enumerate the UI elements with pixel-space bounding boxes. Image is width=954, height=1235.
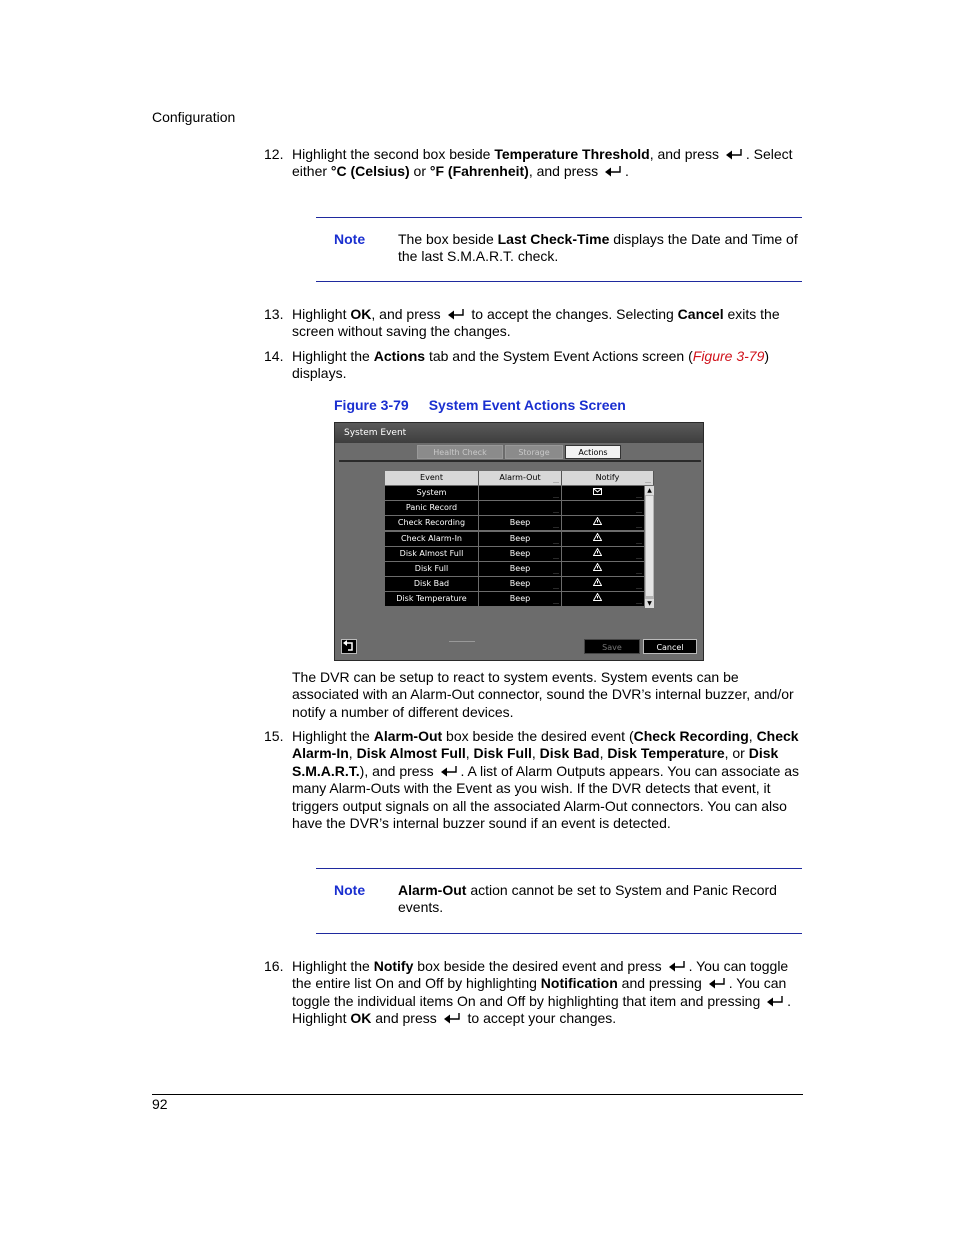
bold-run: °F (Fahrenheit) (429, 163, 529, 180)
text-run: displays the Date and Time of the last S.M.A.R.T. check. (398, 231, 798, 265)
enter-key-icon (766, 995, 785, 1007)
text-run: . Select either (292, 146, 793, 180)
ellipsis-icon: … (553, 538, 559, 546)
warning-icon (593, 516, 602, 530)
event-cell: Disk Almost Full (385, 547, 478, 561)
bold-run: Actions (373, 348, 426, 364)
table-row (385, 592, 655, 607)
step-text (292, 348, 804, 383)
text-run: to accept the changes. Selecting (467, 306, 678, 322)
text-run: . (624, 163, 629, 180)
text-run: . A list of Alarm Outputs appears. You can associate as many Alarm-Outs with the Event as you wish. If the DVR detects that event, it triggers output signals on all the associated Alarm-Out connectors. You can also have the DVR’s internal buzzer sound if an event is detected. (292, 762, 800, 832)
step-number: 13. (264, 306, 284, 322)
table-row (385, 501, 655, 516)
text-run: . You can toggle the entire list On and Off by highlighting (292, 958, 789, 992)
note-text (398, 882, 803, 917)
alarm-out-cell[interactable] (479, 532, 561, 546)
alarm-out-cell[interactable] (479, 486, 561, 500)
notify-cell[interactable] (562, 516, 644, 530)
alarm-out-value: Beep (509, 579, 531, 589)
tab-divider (339, 460, 701, 462)
table-row (385, 577, 655, 592)
step-14 (264, 348, 804, 383)
table-row (385, 486, 655, 501)
bold-run: Disk Bad (539, 745, 600, 762)
scroll-thumb[interactable] (646, 496, 653, 596)
enter-key-icon (725, 148, 744, 160)
table-row (385, 562, 655, 577)
text-run: , (348, 745, 357, 762)
warning-icon (593, 577, 602, 591)
ellipsis-icon: … (553, 493, 559, 500)
section-header: Configuration (152, 109, 236, 125)
text-run: to accept your changes. (463, 1010, 617, 1027)
text-run: , or (724, 745, 749, 762)
ellipsis-icon: … (636, 538, 642, 546)
text-run: , (465, 745, 474, 762)
event-cell: Disk Full (385, 562, 478, 576)
table-row (385, 532, 655, 547)
text-run: and pressing (617, 975, 706, 992)
column-header-alarm-out[interactable] (479, 471, 562, 485)
back-arrow-icon (342, 640, 356, 653)
note-label: Note (334, 882, 366, 898)
bold-run: Disk Temperature (607, 745, 725, 762)
window-title: System Event (344, 428, 407, 438)
header-label: Alarm-Out (499, 473, 541, 482)
warning-icon (593, 562, 602, 576)
figure-link[interactable]: Figure 3-79 (692, 348, 765, 364)
column-header-notify[interactable] (562, 471, 654, 485)
figure-title: System Event Actions Screen (428, 397, 626, 413)
ellipsis-icon: … (636, 599, 642, 607)
footer-rule (152, 1094, 803, 1095)
note-bottom-rule (316, 281, 802, 282)
text-run: , and press (649, 146, 723, 162)
bold-run: OK (350, 1010, 372, 1027)
notify-cell[interactable] (562, 547, 644, 561)
bold-run: Check Alarm-In (292, 728, 799, 762)
step-number: 16. (264, 958, 284, 974)
scroll-down-icon[interactable]: ▼ (645, 599, 654, 608)
figure-number: Figure 3-79 (334, 397, 409, 413)
bold-run: Temperature Threshold (494, 146, 650, 162)
text-run: tab and the System Event Actions screen ( (425, 348, 693, 364)
ellipsis-icon: … (553, 584, 559, 592)
step-number: 12. (264, 146, 284, 162)
event-cell: Check Alarm-In (385, 532, 478, 546)
bold-run: Disk Full (473, 745, 532, 762)
tab-actions[interactable]: Actions (565, 445, 621, 459)
text-run: box beside the desired event and press (413, 958, 666, 974)
ellipsis-icon: … (636, 553, 642, 561)
text-run: , (748, 728, 757, 744)
step-16 (264, 958, 804, 1028)
text-run: or (409, 163, 430, 180)
cancel-button[interactable]: Cancel (643, 639, 697, 654)
step-number: 14. (264, 348, 284, 364)
warning-icon (593, 532, 602, 546)
ellipsis-icon: … (636, 508, 642, 516)
notify-cell[interactable] (562, 486, 644, 500)
note-top-rule (316, 217, 802, 218)
step-12 (264, 146, 804, 181)
bold-run: Alarm-Out (398, 882, 467, 898)
text-run: The box beside (398, 231, 498, 247)
notify-cell[interactable] (562, 562, 644, 576)
notify-cell[interactable] (562, 592, 644, 606)
alarm-out-cell[interactable] (479, 516, 561, 530)
enter-key-icon (447, 308, 466, 320)
alarm-out-value: Beep (509, 533, 531, 543)
dvr-screenshot (334, 422, 704, 661)
text-run: ) displays. (292, 348, 770, 382)
ellipsis-icon: … (553, 599, 559, 607)
bold-run: Last Check-Time (497, 231, 610, 247)
tab-storage[interactable]: Storage (505, 445, 563, 459)
text-run: . You can toggle the individual items On and Off by highlighting that item and pressing (292, 975, 787, 1009)
text-run: Highlight the (292, 728, 374, 744)
bold-run: Disk Almost Full (356, 745, 466, 762)
table-row (385, 547, 655, 562)
tab-health-check[interactable]: Health Check (417, 445, 503, 459)
notify-cell[interactable] (562, 501, 644, 515)
back-button[interactable] (341, 639, 357, 654)
figure-caption (334, 397, 626, 413)
ellipsis-icon: … (553, 553, 559, 561)
bold-run: Notification (540, 975, 618, 992)
alarm-out-cell[interactable] (479, 547, 561, 561)
enter-key-icon (440, 765, 459, 777)
notify-cell[interactable] (562, 532, 644, 546)
bold-run: OK (350, 306, 372, 322)
event-cell: Panic Record (385, 501, 478, 515)
text-run: ), and press (359, 762, 438, 779)
step-number: 15. (264, 728, 284, 744)
text-run: , (531, 745, 540, 762)
enter-key-icon (668, 960, 687, 972)
save-button[interactable]: Save (584, 639, 640, 654)
enter-key-icon (604, 165, 623, 177)
enter-key-icon (708, 977, 727, 989)
step-text (292, 146, 804, 181)
event-cell: Check Recording (385, 516, 478, 530)
alarm-out-cell[interactable] (479, 577, 561, 591)
step-text (292, 306, 804, 341)
ellipsis-icon: … (553, 478, 559, 485)
text-run: action cannot be set to System and Panic Record events. (398, 882, 777, 916)
column-header-event: Event (385, 471, 479, 485)
text-run: Highlight the (292, 958, 374, 974)
alarm-out-cell[interactable] (479, 562, 561, 576)
ellipsis-icon: … (636, 569, 642, 576)
ellipsis-icon: … (636, 523, 642, 531)
event-cell: Disk Temperature (385, 592, 478, 606)
step-13 (264, 306, 804, 341)
text-run: exits the screen without saving the changes. (292, 306, 780, 340)
bold-run: Cancel (677, 306, 724, 322)
note-text (398, 231, 803, 266)
text-run: box beside the desired event ( (442, 728, 634, 744)
warning-icon (593, 592, 602, 606)
alarm-out-value: Beep (509, 594, 531, 604)
envelope-icon (593, 486, 602, 500)
header-label: Notify (595, 473, 620, 482)
enter-key-icon (443, 1012, 462, 1024)
ellipsis-icon: … (553, 508, 559, 516)
ellipsis-icon: … (645, 478, 651, 485)
separator (449, 641, 475, 642)
notify-cell[interactable] (562, 577, 644, 591)
text-run: Highlight the second box beside (292, 146, 495, 162)
note-label: Note (334, 231, 366, 247)
ellipsis-icon: … (553, 523, 559, 531)
text-run: , and press (528, 163, 602, 180)
text-run: and press (371, 1010, 441, 1027)
event-cell: Disk Bad (385, 577, 478, 591)
text-run: , and press (371, 306, 445, 322)
bold-run: °C (Celsius) (330, 163, 410, 180)
ellipsis-icon: … (636, 493, 642, 500)
step-text (292, 728, 804, 832)
page-number: 92 (152, 1096, 168, 1112)
alarm-out-value: Beep (509, 564, 531, 573)
note-top-rule (316, 868, 802, 869)
bold-run: Disk S.M.A.R.T. (292, 745, 779, 779)
bold-run: Check Recording (633, 728, 749, 744)
step-text (292, 958, 804, 1028)
text-run: . Highlight (292, 992, 792, 1027)
window-title-bar (335, 423, 703, 443)
event-cell: System (385, 486, 478, 500)
text-run: , (599, 745, 608, 762)
ellipsis-icon: … (553, 569, 559, 576)
bold-run: Notify (373, 958, 414, 974)
alarm-out-value: Beep (509, 548, 531, 558)
ellipsis-icon: … (636, 584, 642, 592)
text-run: Highlight the (292, 348, 374, 364)
scrollbar[interactable] (645, 486, 654, 608)
alarm-out-cell[interactable] (479, 592, 561, 606)
step-15 (264, 728, 804, 832)
warning-icon (593, 547, 602, 561)
alarm-out-value: Beep (509, 518, 531, 528)
note-bottom-rule (316, 933, 802, 934)
scroll-up-icon[interactable]: ▲ (645, 486, 654, 495)
text-run: Highlight (292, 306, 351, 322)
alarm-out-cell[interactable] (479, 501, 561, 515)
bold-run: Alarm-Out (373, 728, 443, 744)
table-row (385, 516, 655, 531)
description-paragraph (264, 669, 804, 721)
paragraph-text: The DVR can be setup to react to system events. System events can be associated with an Alarm-Out connector, sound the DVR’s internal buzzer, and/or notify a number of different devices. (292, 669, 794, 720)
